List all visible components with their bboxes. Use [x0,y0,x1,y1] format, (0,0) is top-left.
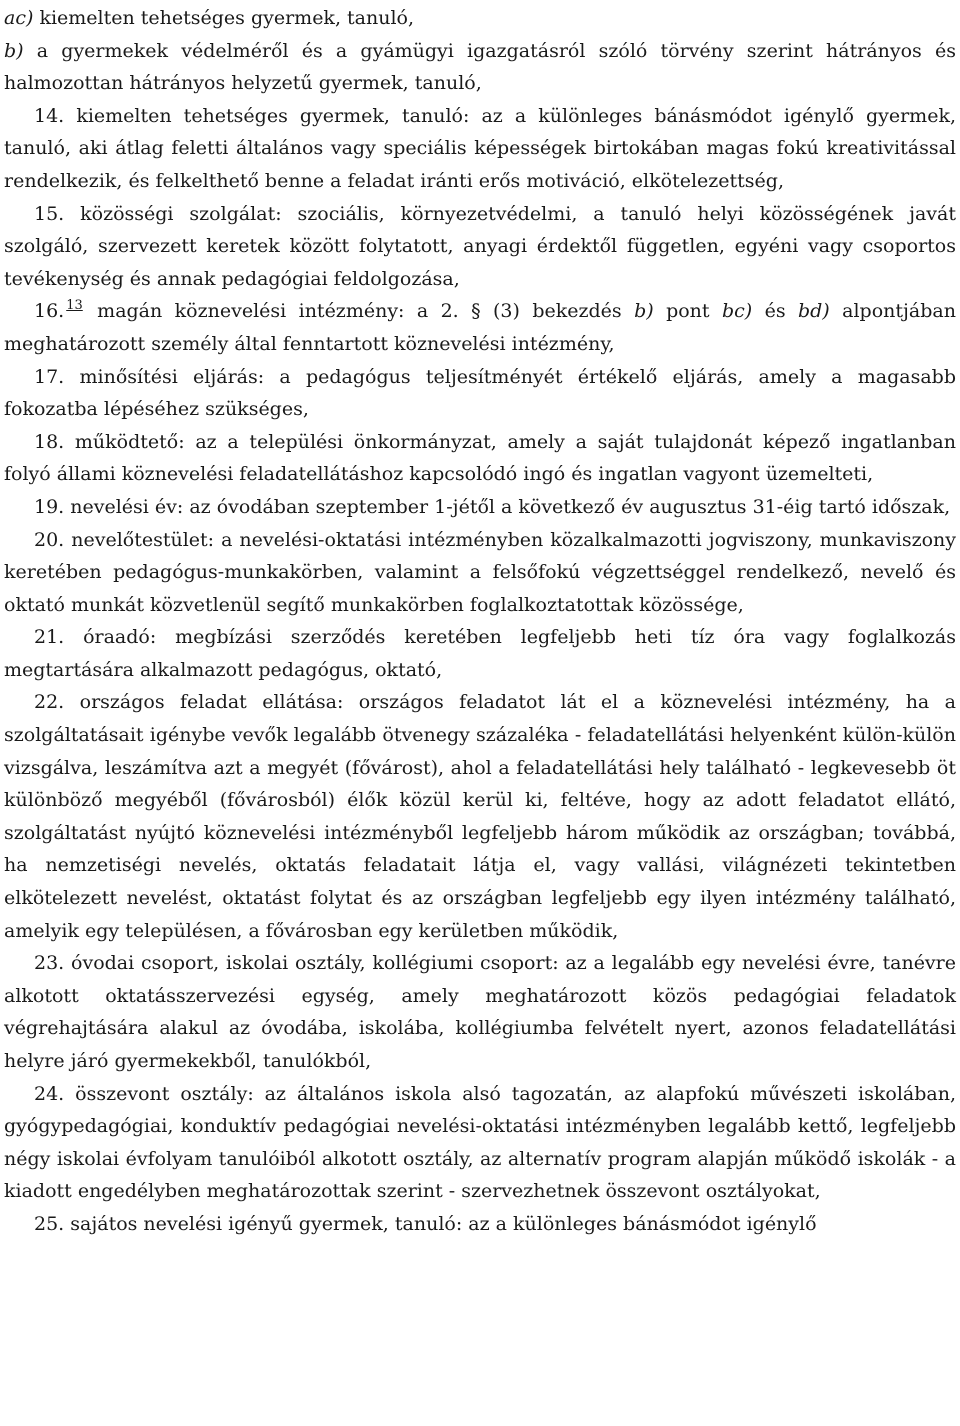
definition-text: magán köznevelési intézmény: a 2. § (3) bekezdés [97,300,622,323]
definition-number: 19. [34,495,65,518]
definition-17 [4,361,956,426]
definition-number: 17. [34,365,65,388]
definition-text: összevont osztály: az általános iskola alsó tagozatán, az alapfokú művészeti iskolában, gyógypedagógiai, konduktív pedagógiai nevelési-oktatási intézményben legalább kettő, legfeljebb négy iskolai évfolyam tanulóiból alkotott osztály, az alternatív program alapján működő iskolák - a kiadott engedélyben meghatározottak szerint - szervezhetnek összevont osztályokat, [4,1082,956,1203]
footnote-link[interactable]: 13 [66,298,83,314]
definition-15 [4,198,956,296]
definition-number: 22. [34,691,65,714]
definition-18 [4,426,956,491]
definition-22 [4,686,956,947]
paragraph-text: a gyermekek védelméről és a gyámügyi igazgatásról szóló törvény szerint hátrányos és halmozottan hátrányos helyzetű gyermek, tanuló, [4,39,956,95]
definition-21 [4,621,956,686]
definition-text: országos feladat ellátása: országos feladatot lát el a köznevelési intézmény, ha a szolgáltatásait igénybe vevők legalább ötvenegy százaléka - feladatellátási helyenként külön-külön vizsgálva, leszámítva azt a megyét (fővárost), ahol a feladatellátási hely található - legkevesebb öt különböző megyéből (fővárosból) élők közül kerül ki, feltéve, hogy az adott feladatot ellátó, szolgáltatást nyújtó köznevelési intézményből legfeljebb három működik az országban; továbbá, ha nemzetiségi nevelés, oktatás feladatait látja el, vagy vallási, világnézeti tekintetben elkötelezett nevelést, oktatást folytat és az országban legfeljebb egy ilyen intézmény található, amelyik egy településen, a fővárosban egy kerületben működik, [4,691,956,942]
paragraph-label: b) [4,39,24,62]
definition-16 [4,295,956,360]
definition-text: kiemelten tehetséges gyermek, tanuló: az a különleges bánásmódot igénylő gyermek, tanuló, aki átlag feletti általános vagy speciális képességek birtokában magas fokú kreativitással rendelkezik, és felkelthető benne a feladat iránti erős motiváció, elkötelezettség, [4,104,956,192]
definition-text: óraadó: megbízási szerződés keretében legfeljebb heti tíz óra vagy foglalkozás megtartására alkalmazott pedagógus, oktató, [4,626,957,681]
definition-24 [4,1078,956,1208]
legal-document-page [4,0,956,1241]
definition-25 [4,1208,956,1241]
definition-number: 21. [34,626,65,649]
definition-text: minősítési eljárás: a pedagógus teljesítményét értékelő eljárás, amely a magasabb fokozatba lépéséhez szükséges, [4,365,956,421]
paragraph-ac [4,2,956,35]
definition-text: és [764,300,786,323]
definition-number: 24. [34,1082,65,1105]
definition-19 [4,491,956,524]
definition-23 [4,947,956,1077]
definition-number: 23. [34,952,65,975]
definition-20 [4,524,956,622]
paragraph-b [4,35,956,100]
definition-text: működtető: az a települési önkormányzat, amely a saját tulajdonát képező ingatlanban folyó állami köznevelési feladatellátáshoz kapcsolódó ingó és ingatlan vagyont üzemelteti, [4,430,956,486]
definition-number: 16. [34,300,65,323]
paragraph-label: ac) [4,7,34,29]
definition-text: sajátos nevelési igényű gyermek, tanuló: az a különleges bánásmódot igénylő [70,1212,817,1235]
definition-14 [4,100,956,198]
definition-text: óvodai csoport, iskolai osztály, kollégiumi csoport: az a legalább egy nevelési évre, tanévre alkotott oktatásszervezési egység, amely meghatározott közös pedagógiai feladatok végrehajtására alakul az óvodába, iskolába, kollégiumba felvételt nyert, azonos feladatellátási helyre járó gyermekekből, tanulókból, [4,952,956,1072]
italic-ref: b) [634,300,654,323]
definition-text: közösségi szolgálat: szociális, környezetvédelmi, a tanuló helyi közösségének javát szolgáló, szervezett keretek között folytatott, anyagi érdektől független, egyéni vagy csoportos tevékenység és annak pedagógiai feldolgozása, [4,202,956,290]
definition-text: nevelési év: az óvodában szeptember 1-jétől a következő év augusztus 31-éig tartó időszak, [70,495,951,518]
definition-text: pont [666,300,710,323]
definition-number: 18. [34,430,65,453]
definition-number: 14. [34,104,65,127]
definition-number: 20. [34,528,65,551]
definition-text: alpontjában meghatározott személy által fenntartott köznevelési intézmény, [4,300,956,355]
paragraph-text: kiemelten tehetséges gyermek, tanuló, [39,7,415,29]
italic-ref: bc) [721,300,753,323]
definition-number: 25. [34,1212,65,1235]
definition-text: nevelőtestület: a nevelési-oktatási intézményben közalkalmazotti jogviszony, munkaviszony keretében pedagógus-munkakörben, valamint a felsőfokú végzettséggel rendelkező, nevelő és oktató munkát közvetlenül segítő munkakörben foglalkoztatottak közössége, [4,528,956,616]
definition-number: 15. [34,202,65,225]
italic-ref: bd) [797,300,830,323]
